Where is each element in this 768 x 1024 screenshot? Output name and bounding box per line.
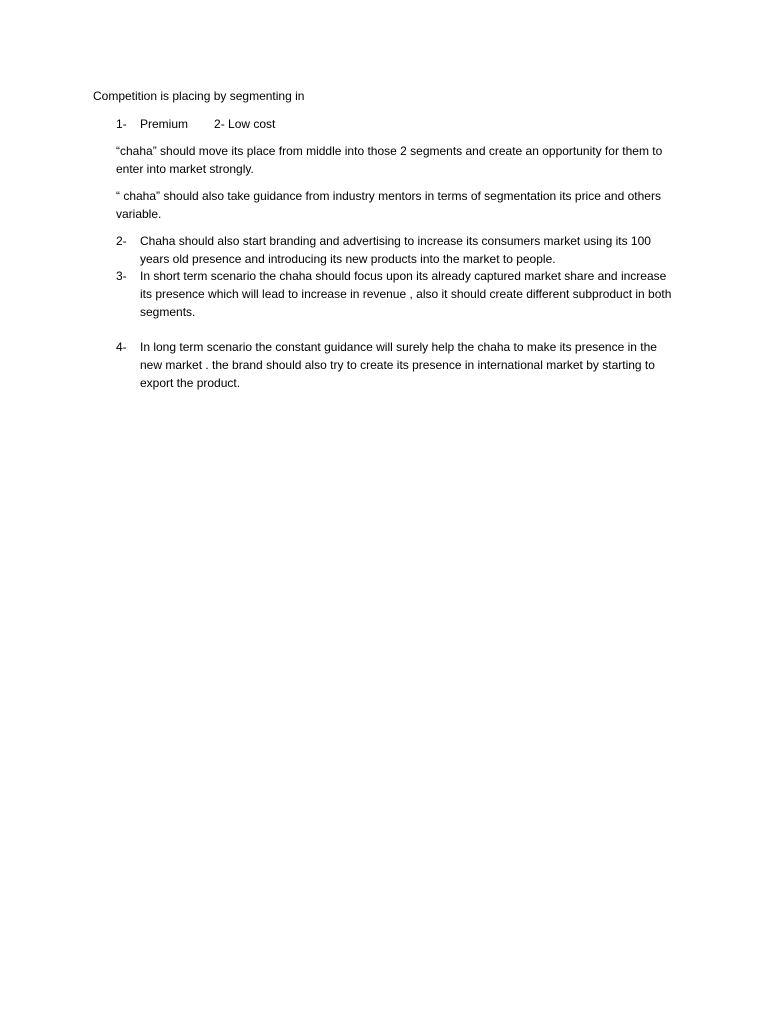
list-number: 2- bbox=[116, 234, 127, 248]
segment-premium: Premium bbox=[140, 117, 189, 131]
segments-line bbox=[0, 115, 768, 133]
paragraph-move-place: “chaha” should move its place from middle into those 2 segments and create an opportunity for them to enter into market strongly. bbox=[116, 144, 663, 176]
paragraph-guidance: “ chaha” should also take guidance from industry mentors in terms of segmentation its price and others variable. bbox=[116, 189, 661, 221]
list-number: 3- bbox=[116, 269, 127, 283]
list-item bbox=[0, 232, 768, 268]
segments-labels bbox=[140, 115, 680, 133]
list-item-text: Chaha should also start branding and advertising to increase its consumers market using its 100 years old presence and introducing its new products into the market to people. bbox=[140, 234, 651, 266]
list-item bbox=[0, 338, 768, 392]
list-number: 1- bbox=[116, 117, 127, 131]
intro-line: Competition is placing by segmenting in bbox=[93, 89, 305, 103]
list-item-text: In short term scenario the chaha should focus upon its already captured market share and increase its presence which will lead to increase in revenue , also it should create different subproduct in both segments. bbox=[140, 269, 672, 319]
list-item bbox=[0, 267, 768, 321]
segment-low-cost: 2- Low cost bbox=[214, 117, 276, 131]
list-number: 4- bbox=[116, 340, 127, 354]
list-item-text: In long term scenario the constant guidance will surely help the chaha to make its presence in the new market . the brand should also try to create its presence in international market by starting to export the product. bbox=[140, 340, 657, 390]
